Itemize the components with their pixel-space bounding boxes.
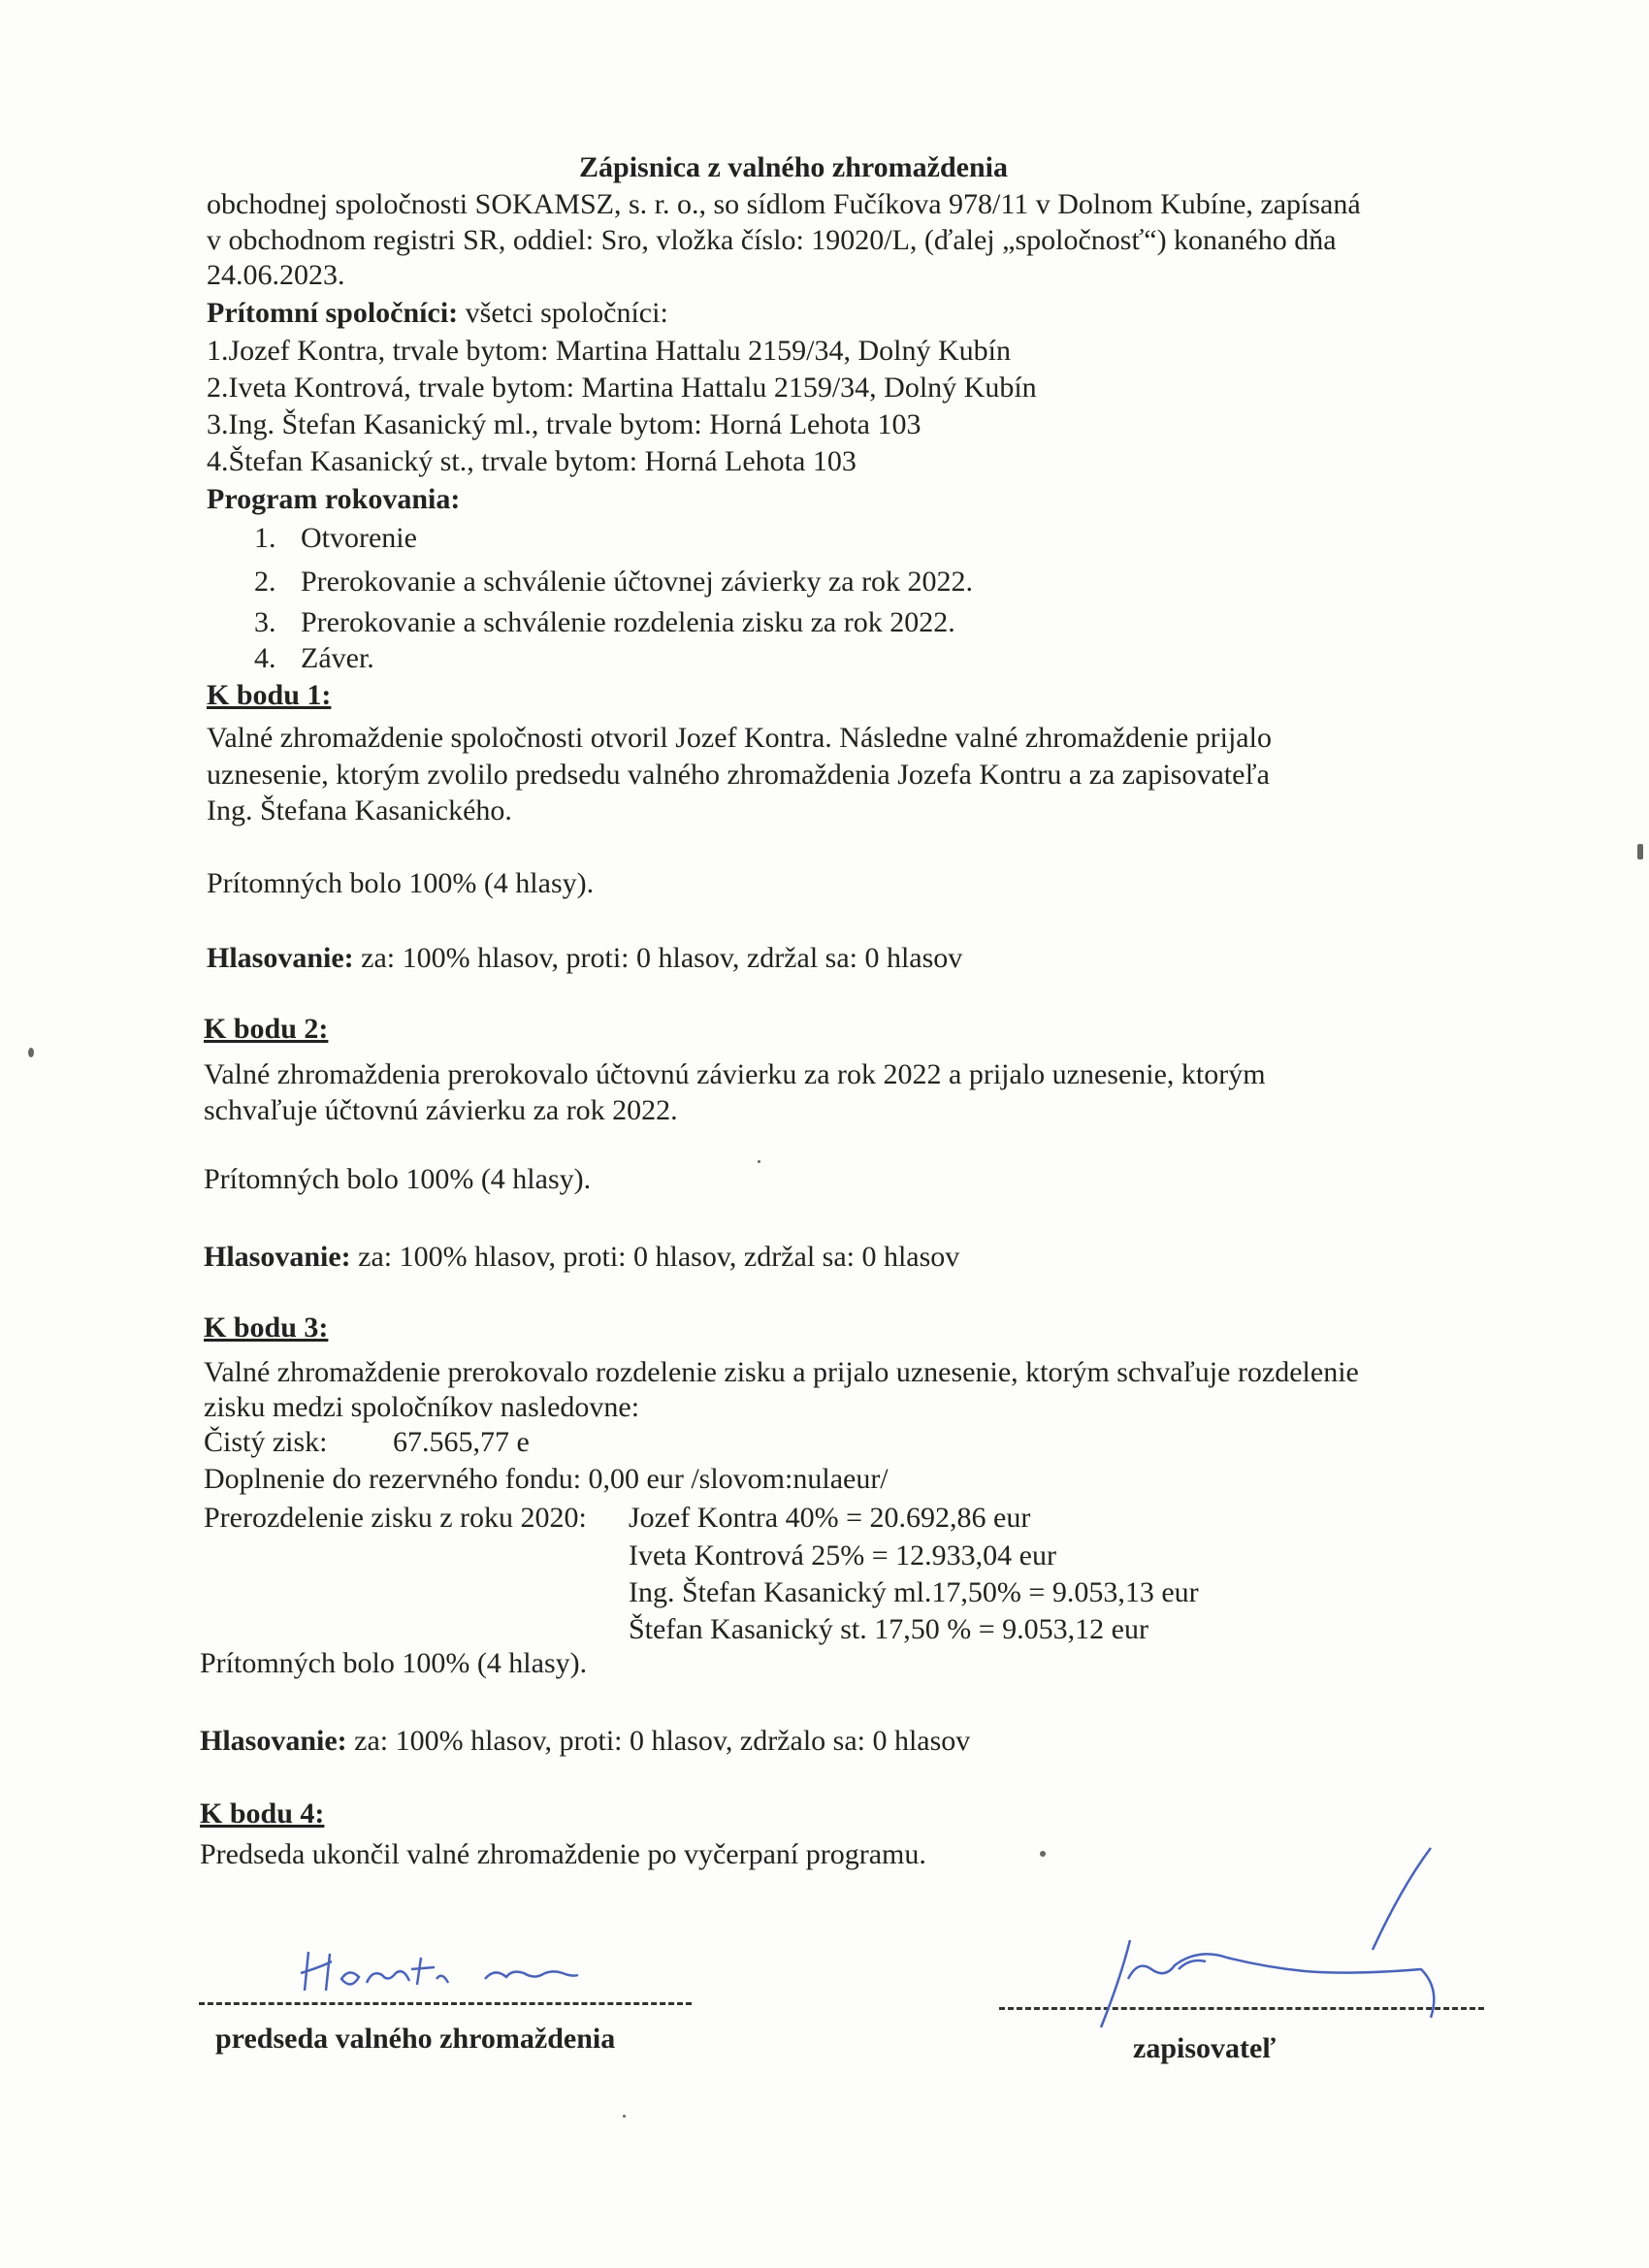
program-item-text: Prerokovanie a schválenie účtovnej závierky za rok 2022.	[301, 566, 974, 598]
document-title: Zápisnica z valného zhromaždenia	[579, 151, 1008, 183]
point3-heading: K bodu 3:	[204, 1312, 329, 1344]
program-item-3	[254, 605, 955, 640]
program-item-text: Záver.	[301, 642, 374, 674]
distribution-label: Prerozdelenie zisku z roku 2020:	[204, 1502, 587, 1534]
point1-line-1: Valné zhromaždenie spoločnosti otvoril Jozef Kontra. Následne valné zhromaždenie prijalo	[207, 722, 1272, 754]
point1-present: Prítomných bolo 100% (4 hlasy).	[207, 867, 595, 899]
point4-heading: K bodu 4:	[200, 1798, 325, 1830]
point2-heading: K bodu 2:	[204, 1013, 329, 1045]
point3-present: Prítomných bolo 100% (4 hlasy).	[200, 1647, 588, 1679]
point1-line-3: Ing. Štefana Kasanického.	[207, 794, 512, 826]
point1-line-2: uznesenie, ktorým zvolilo predsedu valného zhromaždenia Jozefa Kontru a za zapisovateľa	[207, 759, 1270, 791]
scan-speck	[758, 1160, 760, 1163]
program-item-number: 3.	[254, 606, 276, 638]
point2-line-2: schvaľuje účtovnú závierku za rok 2022.	[204, 1094, 678, 1126]
scan-speck	[623, 2115, 626, 2118]
vote-text: za: 100% hlasov, proti: 0 hlasov, zdržalo sa: 0 hlasov	[346, 1725, 971, 1757]
point3-vote	[200, 1724, 970, 1759]
program-item-number: 2.	[254, 566, 276, 598]
scan-speck	[28, 1048, 34, 1057]
program-item-number: 1.	[254, 522, 276, 554]
net-profit-label: Čistý zisk:	[204, 1426, 328, 1458]
program-heading: Program rokovania:	[207, 483, 461, 515]
program-item-number: 4.	[254, 642, 276, 674]
attendees-text: všetci spoločníci:	[458, 297, 668, 329]
point3-line-1: Valné zhromaždenie prerokovalo rozdelenie zisku a prijalo uznesenie, ktorým schvaľuje rozdelenie	[204, 1356, 1359, 1388]
intro-line-2: v obchodnom registri SR, oddiel: Sro, vložka číslo: 19020/L, (ďalej „spoločnosť“) konaného dňa	[207, 224, 1337, 256]
vote-label: Hlasovanie:	[207, 942, 354, 974]
program-item-text: Prerokovanie a schválenie rozdelenia zisku za rok 2022.	[301, 606, 955, 638]
point1-vote	[207, 941, 962, 976]
reserve-fund: Doplnenie do rezervného fondu: 0,00 eur /slovom:nulaeur/	[204, 1463, 889, 1495]
point2-present: Prítomných bolo 100% (4 hlasy).	[204, 1163, 592, 1195]
attendees-heading	[207, 296, 668, 331]
net-profit-value: 67.565,77 e	[393, 1426, 530, 1458]
distribution-row-1: Jozef Kontra 40% = 20.692,86 eur	[629, 1502, 1031, 1534]
attendee-4: 4.Štefan Kasanický st., trvale bytom: Horná Lehota 103	[207, 445, 857, 477]
vote-text: za: 100% hlasov, proti: 0 hlasov, zdržal sa: 0 hlasov	[350, 1241, 960, 1273]
program-item-1	[254, 521, 417, 556]
point4-line-1: Predseda ukončil valné zhromaždenie po vyčerpaní programu.	[200, 1838, 926, 1870]
program-item-2	[254, 565, 973, 599]
program-item-4	[254, 641, 374, 676]
distribution-row-4: Štefan Kasanický st. 17,50 % = 9.053,12 eur	[629, 1613, 1148, 1645]
chairman-signature	[291, 1940, 592, 2008]
point2-vote	[204, 1240, 959, 1275]
attendee-3: 3.Ing. Štefan Kasanický ml., trvale bytom: Horná Lehota 103	[207, 408, 922, 440]
program-item-text: Otvorenie	[301, 522, 417, 554]
distribution-row-2: Iveta Kontrová 25% = 12.933,04 eur	[629, 1539, 1056, 1571]
attendees-label: Prítomní spoločníci:	[207, 297, 459, 329]
recorder-signature	[1082, 1843, 1440, 2037]
point2-line-1: Valné zhromaždenia prerokovalo účtovnú závierku za rok 2022 a prijalo uznesenie, ktorým	[204, 1058, 1266, 1090]
intro-line-1: obchodnej spoločnosti SOKAMSZ, s. r. o., so sídlom Fučíkova 978/11 v Dolnom Kubíne, zapísaná	[207, 188, 1361, 220]
attendee-2: 2.Iveta Kontrová, trvale bytom: Martina Hattalu 2159/34, Dolný Kubín	[207, 372, 1037, 404]
vote-label: Hlasovanie:	[200, 1725, 347, 1757]
distribution-row-3: Ing. Štefan Kasanický ml.17,50% = 9.053,13 eur	[629, 1576, 1199, 1608]
scan-speck	[1040, 1851, 1046, 1857]
vote-text: za: 100% hlasov, proti: 0 hlasov, zdržal sa: 0 hlasov	[353, 942, 963, 974]
recorder-label: zapisovateľ	[1133, 2032, 1277, 2064]
point1-heading: K bodu 1:	[207, 679, 332, 711]
point3-line-2: zisku medzi spoločníkov nasledovne:	[204, 1391, 640, 1423]
attendee-1: 1.Jozef Kontra, trvale bytom: Martina Hattalu 2159/34, Dolný Kubín	[207, 335, 1011, 367]
vote-label: Hlasovanie:	[204, 1241, 351, 1273]
intro-line-3: 24.06.2023.	[207, 259, 345, 291]
scan-speck	[1637, 844, 1643, 859]
chairman-label: predseda valného zhromaždenia	[215, 2023, 616, 2055]
